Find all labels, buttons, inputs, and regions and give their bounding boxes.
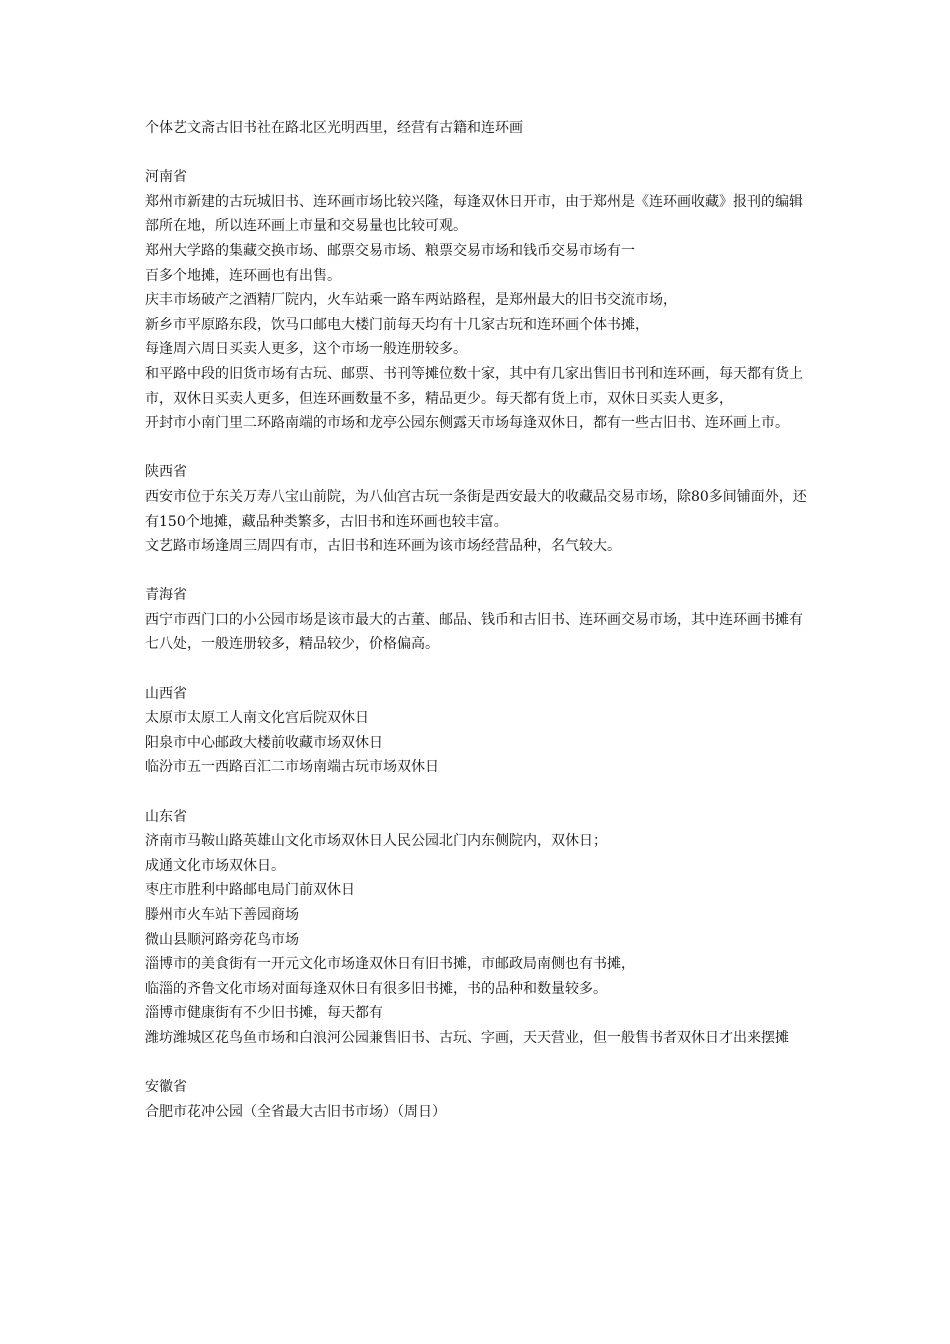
section-heading: 陕西省 <box>145 464 187 481</box>
paragraph: 滕州市火车站下善园商场 <box>145 907 299 923</box>
paragraph: 淄博市健康街有不少旧书摊，每天都有 <box>145 1005 383 1022</box>
paragraph: 郑州大学路的集藏交换市场、邮票交易市场、粮票交易市场和钱币交易市场有一 <box>145 242 635 259</box>
paragraph: 合肥市花冲公园（全省最大古旧书市场）（周日） <box>145 1103 446 1120</box>
section-shaanxi <box>145 460 810 558</box>
paragraph: 庆丰市场破产之酒精厂院内，火车站乘一路车两站路程，是郑州最大的旧书交流市场， <box>145 292 677 309</box>
paragraph: 西安市位于东关万寿八宝山前院，为八仙宫古玩一条街是西安最大的收藏品交易市场，除80多间铺面外，还有150个地摊，藏品种类繁多，古旧书和连环画也较丰富。 <box>145 488 807 530</box>
section-henan <box>145 165 810 436</box>
section-heading: 河南省 <box>145 169 187 186</box>
paragraph: 临汾市五一西路百汇二市场南端古玩市场双休日 <box>145 759 439 776</box>
paragraph: 百多个地摊，连环画也有出售。 <box>145 267 341 284</box>
section-heading: 山东省 <box>145 808 187 825</box>
paragraph: 开封市小南门里二环路南端的市场和龙亭公园东侧露天市场每逢双休日，都有一些古旧书、连环画上市。 <box>145 415 789 432</box>
paragraph: 成通文化市场双休日。 <box>145 857 285 874</box>
paragraph: 新乡市平原路东段，饮马口邮电大楼门前每天均有十几家古玩和连环画个体书摊， <box>145 316 649 333</box>
section-shanxi <box>145 682 810 780</box>
section-anhui <box>145 1075 810 1124</box>
paragraph: 西宁市西门口的小公园市场是该市最大的古董、邮品、钱币和古旧书、连环画交易市场，其中连环画书摊有七八处，一般连册较多，精品较少，价格偏高。 <box>145 611 803 653</box>
paragraph: 太原市太原工人南文化宫后院双休日 <box>145 710 369 727</box>
section-qinghai <box>145 583 810 657</box>
paragraph: 郑州市新建的古玩城旧书、连环画市场比较兴隆，每逢双休日开市，由于郑州是《连环画收藏》报刊的编辑部所在地，所以连环画上市量和交易量也比较可观。 <box>145 193 803 235</box>
intro-paragraph: 个体艺文斋古旧书社在路北区光明西里，经营有古籍和连环画 <box>145 120 523 136</box>
paragraph: 枣庄市胜利中路邮电局门前双休日 <box>145 882 355 899</box>
paragraph: 临淄的齐鲁文化市场对面每逢双休日有很多旧书摊，书的品种和数量较多。 <box>145 980 607 997</box>
section-heading: 青海省 <box>145 587 187 604</box>
paragraph: 文艺路市场逢周三周四有市，古旧书和连环画为该市场经营品种，名气较大。 <box>145 538 621 555</box>
document-page <box>145 116 810 1124</box>
paragraph: 淄博市的美食街有一开元文化市场逢双休日有旧书摊，市邮政局南侧也有书摊， <box>145 956 635 973</box>
paragraph: 微山县顺河路旁花鸟市场 <box>145 931 299 948</box>
paragraph: 阳泉市中心邮政大楼前收藏市场双休日 <box>145 734 383 751</box>
section-heading: 安徽省 <box>145 1079 187 1096</box>
paragraph: 潍坊潍城区花鸟鱼市场和白浪河公园兼售旧书、古玩、字画，天天营业，但一般售书者双休日才出来摆摊 <box>145 1029 789 1046</box>
paragraph: 济南市马鞍山路英雄山文化市场双休日人民公园北门内东侧院内，双休日； <box>145 833 607 850</box>
paragraph: 和平路中段的旧货市场有古玩、邮票、书刊等摊位数十家，其中有几家出售旧书刊和连环画，每天都有货上市，双休日买卖人更多，但连环画数量不多，精品更少。每天都有货上市，双休日买卖人更多， <box>145 365 803 407</box>
section-shandong <box>145 805 810 1051</box>
paragraph: 每逢周六周日买卖人更多，这个市场一般连册较多。 <box>145 341 467 358</box>
section-heading: 山西省 <box>145 685 187 702</box>
